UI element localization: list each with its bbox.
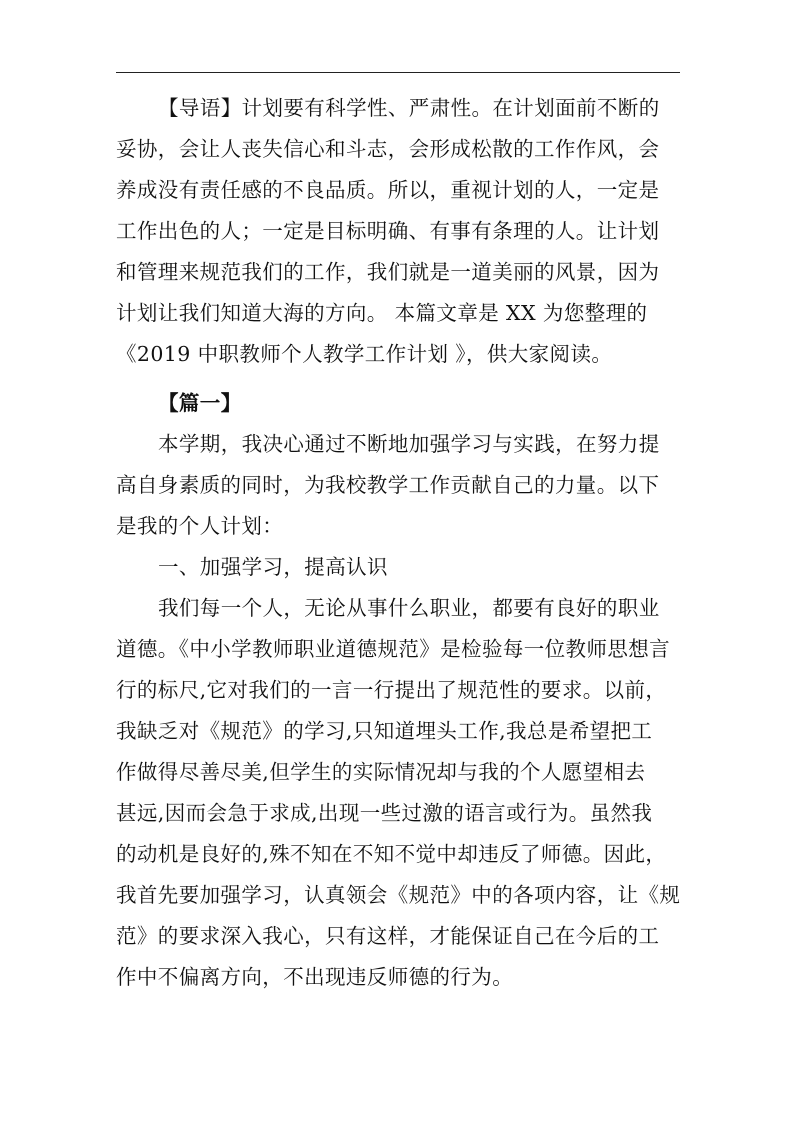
- text-line: 甚远,因而会急于求成,出现一些过激的语言或行为。虽然我: [116, 801, 653, 825]
- text-line: 养成没有责任感的不良品质。所以，重视计划的人，一定是: [116, 178, 660, 202]
- heading-1: [116, 547, 686, 588]
- text-line: 高自身素质的同时，为我校教学工作贡献自己的力量。以下: [116, 473, 660, 497]
- header-rule: [116, 72, 680, 73]
- text-line: 【导语】计划要有科学性、严肃性。在计划面前不断的: [158, 96, 660, 120]
- text-line: 行的标尺,它对我们的一言一行提出了规范性的要求。以前，: [116, 678, 667, 702]
- text-line: 本学期，我决心通过不断地加强学习与实践，在努力提: [158, 432, 660, 456]
- text-line: 和管理来规范我们的工作，我们就是一道美丽的风景，因为: [116, 260, 660, 284]
- text-line: 作做得尽善尽美,但学生的实际情况却与我的个人愿望相去: [116, 760, 646, 784]
- section-title-text: 【篇一】: [158, 391, 242, 415]
- text-line: 工作出色的人；一定是目标明确、有事有条理的人。让计划: [116, 219, 660, 243]
- text-line: 妥协，会让人丧失信心和斗志，会形成松散的工作作风，会: [116, 137, 660, 161]
- text-line: 我们每一个人，无论从事什么职业，都要有良好的职业: [158, 596, 660, 620]
- text-line: 计划让我们知道大海的方向。 本篇文章是 XX 为您整理的: [116, 301, 648, 325]
- text-line: 的动机是良好的,殊不知在不知不觉中却违反了师德。因此，: [116, 842, 667, 866]
- document-body: [116, 88, 686, 998]
- text-line: 道德。《中小学教师职业道德规范》是检验每一位教师思想言: [116, 637, 671, 661]
- text-line: 我首先要加强学习，认真领会《规范》中的各项内容，让《规: [116, 883, 681, 907]
- paragraph-2: [116, 588, 686, 998]
- text-line: 作中不偏离方向，不出现违反师德的行为。: [116, 965, 514, 989]
- intro-paragraph: [116, 88, 686, 375]
- text-line: 是我的个人计划：: [116, 514, 284, 538]
- text-line: 范》的要求深入我心，只有这样，才能保证自己在今后的工: [116, 924, 660, 948]
- heading-1-text: 一、加强学习，提高认识: [158, 555, 388, 579]
- section-title: [116, 383, 686, 424]
- paragraph-1: [116, 424, 686, 547]
- text-line: 我缺乏对《规范》的学习,只知道埋头工作,我总是希望把工: [116, 719, 653, 743]
- text-line: 《2019 中职教师个人教学工作计划 》，供大家阅读。: [116, 342, 613, 366]
